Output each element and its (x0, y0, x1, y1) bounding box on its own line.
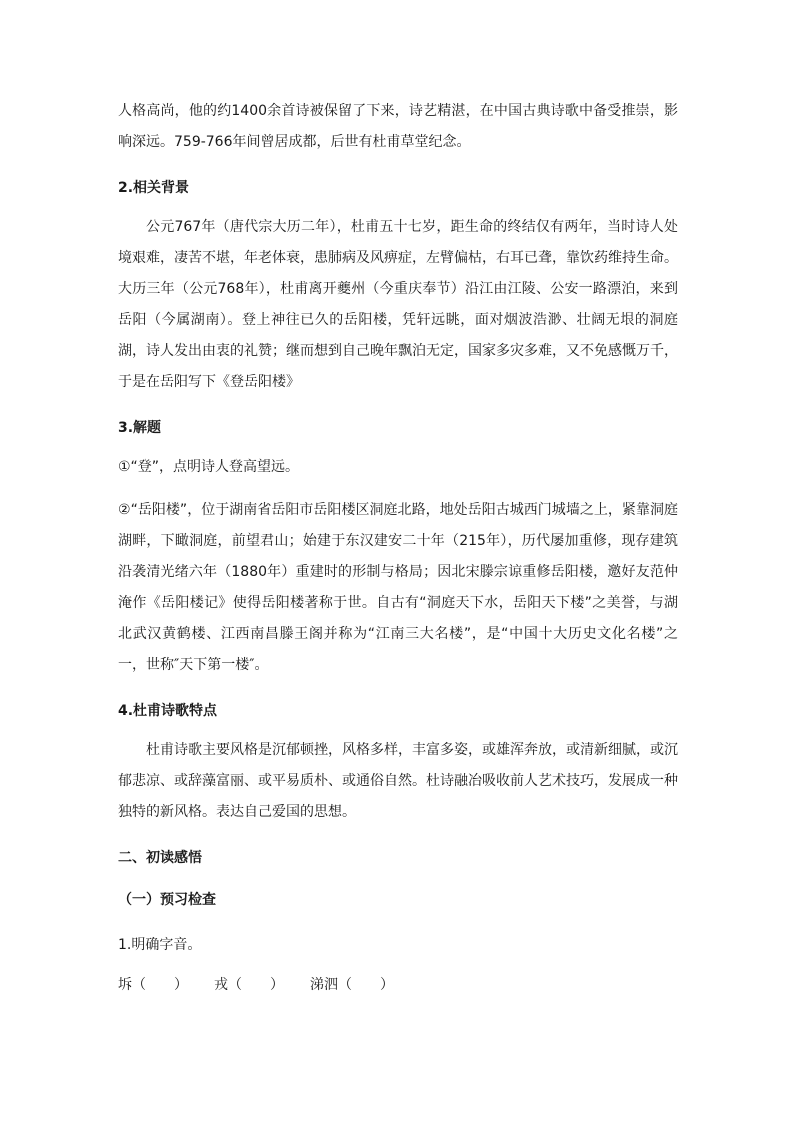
poetry-features-paragraph: 杜甫诗歌主要风格是沉郁顿挫，风格多样，丰富多姿，或雄浑奔放，或清新细腻，或沉郁悲凉、或辞藻富丽、或平易质朴、或通俗自然。杜诗融冶吸收前人艺术技巧，发展成一种独特的新风格。表达自己爱国的思想。 (118, 742, 678, 820)
intro-paragraph: 人格高尚，他的约1400余首诗被保留了下来，诗艺精湛，在中国古典诗歌中备受推崇，影响深远。759-766年间曾居成都，后世有杜甫草堂纪念。 (118, 103, 678, 150)
section-heading-title-explanation: 3.解题 (118, 420, 162, 436)
blank-item-che: 坼（ ） (118, 977, 188, 993)
blank-item-tisi: 涕泗（ ） (310, 977, 394, 993)
explanation-item-1: ①“登”，点明诗人登高望远。 (118, 459, 300, 475)
explanation-item-2: ②“岳阳楼”，位于湖南省岳阳市岳阳楼区洞庭北路，地处岳阳古城西门城墙之上，紧靠洞庭湖畔，下瞰洞庭，前望君山；始建于东汉建安二十年（215年），历代屡加重修，现存建筑沿袭清光绪六年（1880年）重建时的形制与格局；因北宋滕宗谅重修岳阳楼，邀好友范仲淹作《岳阳楼记》使得岳阳楼著称于世。自古有“洞庭天下水，岳阳天下楼”之美誉，与湖北武汉黄鹤楼、江西南昌滕王阁并称为“江南三大名楼”，是“中国十大历史文化名楼”之一，世称″天下第一楼″。 (118, 502, 678, 673)
section-heading-poetry-features: 4.杜甫诗歌特点 (118, 703, 218, 719)
subheading-preview-check: （一）预习检查 (118, 892, 216, 908)
part-heading-first-reading: 二、初读感悟 (118, 850, 202, 866)
blank-item-rong: 戎（ ） (214, 977, 284, 993)
section-heading-background: 2.相关背景 (118, 180, 190, 196)
pronunciation-blanks (118, 973, 678, 997)
background-paragraph: 公元767年（唐代宗大历二年），杜甫五十七岁，距生命的终结仅有两年，当时诗人处境艰难，凄苦不堪，年老体衰，患肺病及风痹症，左臂偏枯，右耳已聋，靠饮药维持生命。大历三年（公元768年），杜甫离开夔州（今重庆奉节）沿江由江陵、公安一路漂泊，来到岳阳（今属湖南）。登上神往已久的岳阳楼，凭轩远眺，面对烟波浩渺、壮阔无垠的洞庭湖，诗人发出由衷的礼赞；继而想到自己晚年飘泊无定，国家多灾多难，又不免感慨万千，于是在岳阳写下《登岳阳楼》 (118, 219, 678, 390)
document-body (118, 96, 678, 997)
question-1: 1.明确字音。 (118, 937, 202, 953)
